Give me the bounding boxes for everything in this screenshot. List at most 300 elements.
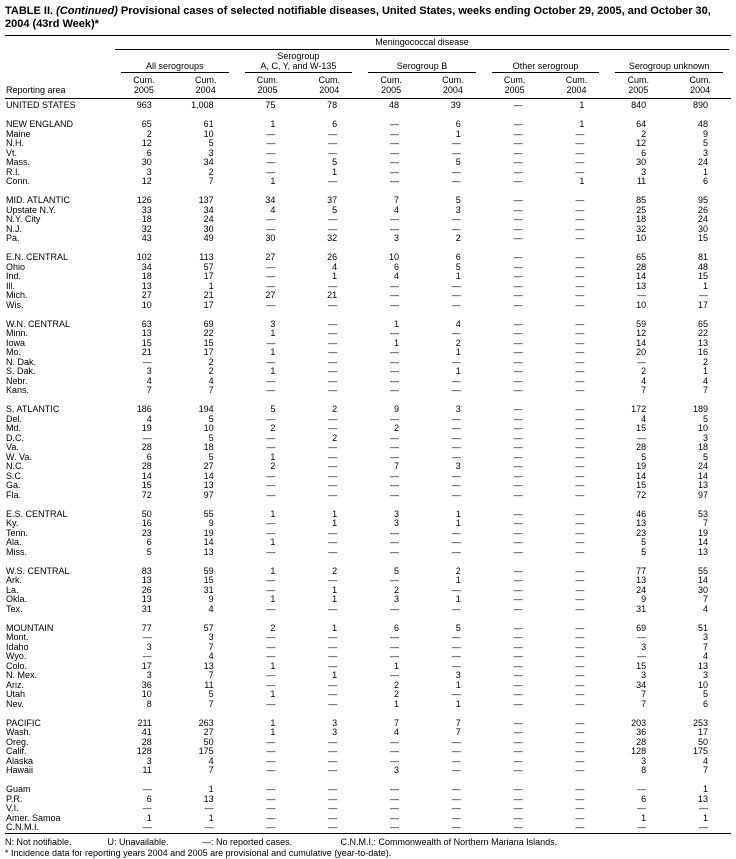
reporting-area-cell: Okla.	[6, 595, 28, 604]
value-cell: —	[513, 471, 523, 481]
reporting-area-cell: Ohio	[6, 262, 26, 272]
reporting-area-cell: Wis.	[6, 300, 24, 310]
table-row	[5, 681, 731, 691]
reporting-area-cell: E.S. CENTRAL	[6, 509, 68, 519]
value-cell: 55	[203, 509, 214, 519]
value-cell: —	[513, 509, 523, 519]
value-cell: 2	[393, 680, 399, 690]
value-cell: 17	[203, 300, 214, 310]
value-cell: —	[328, 538, 338, 547]
value-cell: —	[328, 424, 338, 433]
value-cell: —	[451, 756, 461, 766]
value-cell: 8	[641, 766, 647, 775]
value-cell: —	[575, 690, 585, 699]
value-cell: 65	[636, 253, 647, 262]
value-cell: —	[513, 718, 523, 728]
value-cell: —	[389, 633, 399, 642]
year-column-header: Cum. 2004	[546, 73, 608, 99]
table-row	[5, 234, 731, 244]
value-cell: —	[575, 756, 585, 766]
value-cell: —	[389, 167, 399, 177]
reporting-area-cell: MOUNTAIN	[6, 623, 54, 633]
table-row	[5, 567, 731, 577]
reporting-area-cell: Minn.	[6, 329, 29, 338]
value-cell: —	[451, 139, 461, 148]
spacer-row	[5, 396, 731, 406]
footnote-incidence: * Incidence data for reporting years 2004 and 2005 are provisional and cumulative (year-to-date).	[5, 847, 392, 858]
value-cell: 10	[203, 129, 214, 139]
value-cell: 963	[136, 100, 152, 110]
value-cell: 30	[636, 158, 647, 167]
value-cell: —	[513, 519, 523, 528]
value-cell: 1	[455, 519, 461, 528]
value-cell: 4	[208, 376, 214, 386]
table-row	[5, 386, 731, 396]
value-cell: —	[266, 158, 276, 167]
value-cell: 13	[697, 338, 708, 348]
disease-header-label: Meningococcal disease	[115, 37, 729, 50]
reporting-area-cell: Alaska	[6, 756, 34, 766]
reporting-area-cell: N.J.	[6, 224, 23, 234]
value-cell: 3	[641, 756, 647, 766]
value-cell: 31	[141, 604, 152, 614]
value-cell: 7	[641, 699, 647, 709]
table-row	[5, 139, 731, 149]
reporting-area-cell: N. Mex.	[6, 671, 38, 680]
value-cell: —	[142, 433, 152, 443]
table-row	[5, 519, 731, 529]
value-cell: 25	[636, 205, 647, 215]
value-cell: 13	[636, 519, 647, 528]
value-cell: 18	[697, 443, 708, 452]
value-cell: 63	[141, 319, 152, 329]
year-header-row	[5, 73, 731, 99]
value-cell: 21	[327, 291, 338, 300]
table-row	[5, 358, 731, 368]
table-row	[5, 510, 731, 520]
value-cell: 64	[636, 120, 647, 129]
reporting-area-cell: S. ATLANTIC	[6, 405, 60, 414]
value-cell: 20	[636, 348, 647, 357]
serogroup-column-header: All serogroups	[113, 50, 237, 73]
value-cell: 19	[697, 528, 708, 538]
value-cell: —	[328, 329, 338, 338]
value-cell: —	[513, 129, 523, 139]
value-cell: 3	[641, 642, 647, 652]
title-table-number: TABLE II.	[5, 5, 54, 17]
value-cell: —	[328, 528, 338, 538]
year-column-header: Cum. 2005	[113, 73, 175, 99]
value-cell: —	[575, 462, 585, 471]
value-cell: —	[513, 215, 523, 224]
value-cell: —	[513, 139, 523, 148]
value-cell: 2	[455, 566, 461, 576]
value-cell: 77	[636, 566, 647, 576]
value-cell: —	[513, 623, 523, 633]
value-cell: 15	[203, 338, 214, 348]
value-cell: 113	[199, 253, 214, 262]
value-cell: —	[513, 319, 523, 329]
reporting-area-cell: La.	[6, 585, 19, 595]
value-cell: —	[513, 680, 523, 690]
value-cell: 2	[393, 424, 399, 433]
value-cell: 5	[332, 205, 338, 215]
value-cell: —	[389, 139, 399, 148]
table-row	[5, 595, 731, 605]
value-cell: —	[328, 462, 338, 471]
value-cell: 10	[636, 300, 647, 310]
value-cell: 6	[702, 177, 708, 186]
value-cell: —	[389, 376, 399, 386]
value-cell: —	[575, 291, 585, 300]
value-cell: 3	[393, 234, 399, 243]
serogroup-column-header: Other serogroup	[484, 50, 608, 73]
reporting-area-cell: W.N. CENTRAL	[6, 319, 71, 329]
value-cell: 30	[265, 234, 276, 243]
value-cell: 27	[203, 728, 214, 737]
value-cell: —	[575, 158, 585, 167]
value-cell: —	[451, 737, 461, 747]
value-cell: 4	[641, 376, 647, 386]
value-cell: 5	[641, 538, 647, 547]
table-row	[5, 823, 731, 833]
table-row	[5, 377, 731, 387]
value-cell: 2	[332, 566, 338, 576]
value-cell: 81	[697, 253, 708, 262]
value-cell: 1	[579, 177, 585, 186]
reporting-area-cell: Ariz.	[6, 680, 24, 690]
value-cell: 13	[141, 576, 152, 585]
value-cell: —	[575, 595, 585, 604]
value-cell: 50	[203, 737, 214, 747]
value-cell: 3	[641, 671, 647, 680]
value-cell: —	[513, 148, 523, 158]
value-cell: 41	[141, 728, 152, 737]
value-cell: 1	[270, 367, 276, 376]
value-cell: 13	[697, 794, 708, 804]
value-cell: 4	[702, 756, 708, 766]
table-header	[5, 36, 731, 99]
value-cell: 1	[455, 272, 461, 281]
value-cell: 43	[141, 234, 152, 243]
value-cell: —	[513, 348, 523, 357]
value-cell: 39	[450, 100, 461, 110]
value-cell: —	[266, 699, 276, 709]
reporting-area-cell: Del.	[6, 414, 23, 424]
value-cell: —	[513, 604, 523, 614]
value-cell: —	[389, 329, 399, 338]
value-cell: 102	[136, 253, 152, 262]
value-cell: 6	[332, 120, 338, 129]
value-cell: 27	[203, 462, 214, 471]
table-row	[5, 652, 731, 662]
table-row	[5, 766, 731, 776]
value-cell: —	[328, 633, 338, 642]
value-cell: 17	[697, 300, 708, 310]
value-cell: —	[513, 690, 523, 699]
value-cell: 2	[208, 367, 214, 376]
value-cell: —	[451, 538, 461, 547]
value-cell: —	[513, 386, 523, 395]
value-cell: —	[513, 671, 523, 680]
value-cell: 4	[146, 376, 152, 386]
value-cell: 2	[641, 367, 647, 376]
value-cell: —	[451, 215, 461, 224]
value-cell: 4	[393, 728, 399, 737]
value-cell: —	[266, 300, 276, 310]
value-cell: —	[575, 224, 585, 234]
value-cell: —	[204, 804, 214, 813]
value-cell: —	[513, 272, 523, 281]
value-cell: 5	[208, 433, 214, 443]
value-cell: 14	[636, 471, 647, 481]
value-cell: —	[513, 728, 523, 737]
value-cell: —	[266, 804, 276, 813]
value-cell: 10	[697, 424, 708, 433]
table-row	[5, 605, 731, 615]
value-cell: 10	[636, 234, 647, 243]
value-cell: —	[328, 281, 338, 291]
value-cell: 34	[203, 158, 214, 167]
value-cell: 5	[270, 405, 276, 414]
value-cell: —	[451, 661, 461, 671]
value-cell: —	[451, 690, 461, 699]
value-cell: —	[266, 433, 276, 443]
value-cell: 2	[270, 623, 276, 633]
value-cell: —	[451, 424, 461, 433]
value-cell: 13	[697, 547, 708, 557]
value-cell: —	[389, 158, 399, 167]
value-cell: —	[328, 471, 338, 481]
value-cell: 55	[697, 566, 708, 576]
value-cell: —	[328, 481, 338, 490]
value-cell: 1	[270, 566, 276, 576]
value-cell: —	[266, 481, 276, 490]
value-cell: —	[266, 443, 276, 452]
value-cell: —	[266, 604, 276, 614]
value-cell: —	[513, 642, 523, 652]
value-cell: —	[575, 129, 585, 139]
value-cell: 4	[702, 604, 708, 614]
value-cell: —	[328, 367, 338, 376]
value-cell: —	[575, 205, 585, 215]
value-cell: 28	[141, 737, 152, 747]
value-cell: —	[266, 652, 276, 661]
reporting-area-cell: N.H.	[6, 139, 24, 148]
value-cell: 14	[141, 471, 152, 481]
value-cell: —	[389, 177, 399, 186]
value-cell: 14	[636, 272, 647, 281]
value-cell: 4	[702, 376, 708, 386]
value-cell: 15	[636, 661, 647, 671]
reporting-area-cell: Vt.	[6, 148, 18, 158]
value-cell: —	[328, 357, 338, 367]
value-cell: —	[328, 690, 338, 699]
spacer-row	[5, 187, 731, 197]
value-cell: —	[389, 471, 399, 481]
table-row	[5, 99, 731, 111]
value-cell: —	[389, 804, 399, 813]
spacer-row	[5, 310, 731, 320]
value-cell: 5	[455, 623, 461, 633]
value-cell: —	[575, 262, 585, 272]
value-cell: —	[451, 177, 461, 186]
value-cell: 77	[141, 623, 152, 633]
table-row	[5, 491, 731, 501]
value-cell: 1	[270, 718, 276, 728]
value-cell: 15	[697, 234, 708, 243]
value-cell: —	[328, 386, 338, 395]
value-cell: 4	[455, 319, 461, 329]
spacer-row	[5, 557, 731, 567]
value-cell: 69	[203, 319, 214, 329]
value-cell: 1	[332, 519, 338, 528]
value-cell: —	[513, 291, 523, 300]
value-cell: 7	[702, 386, 708, 395]
value-cell: —	[451, 300, 461, 310]
value-cell: 1	[393, 338, 399, 348]
table-row	[5, 472, 731, 482]
value-cell: —	[513, 804, 523, 813]
value-cell: 17	[203, 272, 214, 281]
value-cell: —	[389, 452, 399, 462]
value-cell: 1	[579, 100, 585, 110]
reporting-area-cell: Mo.	[6, 348, 22, 357]
value-cell: 57	[203, 262, 214, 272]
value-cell: —	[389, 215, 399, 224]
value-cell: —	[328, 300, 338, 310]
value-cell: —	[266, 519, 276, 528]
value-cell: 6	[702, 699, 708, 709]
value-cell: —	[575, 823, 585, 832]
value-cell: 2	[270, 462, 276, 471]
value-cell: —	[451, 357, 461, 367]
value-cell: —	[513, 405, 523, 414]
value-cell: 1	[208, 813, 214, 823]
value-cell: —	[451, 471, 461, 481]
reporting-area-cell: Va.	[6, 443, 19, 452]
value-cell: 3	[702, 148, 708, 158]
value-cell: —	[328, 794, 338, 804]
serogroup-header-row	[5, 50, 731, 73]
value-cell: 97	[203, 490, 214, 500]
reporting-area-cell: N.Y. City	[6, 215, 41, 224]
value-cell: —	[328, 452, 338, 462]
value-cell: —	[637, 652, 647, 661]
table-row	[5, 263, 731, 273]
value-cell: 16	[141, 519, 152, 528]
value-cell: —	[575, 604, 585, 614]
table-row	[5, 633, 731, 643]
table-row	[5, 415, 731, 425]
spacer-row	[5, 776, 731, 786]
value-cell: 5	[455, 196, 461, 205]
year-column-header: Cum. 2004	[669, 73, 731, 99]
value-cell: —	[513, 338, 523, 348]
value-cell: 253	[692, 718, 708, 728]
table-row	[5, 339, 731, 349]
value-cell: 57	[203, 623, 214, 633]
value-cell: 9	[702, 129, 708, 139]
value-cell: 3	[393, 519, 399, 528]
value-cell: —	[575, 699, 585, 709]
reporting-area-cell: Oreg.	[6, 737, 29, 747]
value-cell: —	[389, 747, 399, 756]
value-cell: 26	[697, 205, 708, 215]
value-cell: 15	[636, 424, 647, 433]
value-cell: —	[266, 576, 276, 585]
value-cell: —	[637, 357, 647, 367]
value-cell: 31	[636, 604, 647, 614]
value-cell: 9	[208, 519, 214, 528]
value-cell: 3	[702, 433, 708, 443]
table-row	[5, 728, 731, 738]
value-cell: 5	[208, 139, 214, 148]
value-cell: —	[513, 433, 523, 443]
table-row	[5, 643, 731, 653]
value-cell: 7	[393, 196, 399, 205]
value-cell: 2	[393, 690, 399, 699]
value-cell: 1	[455, 699, 461, 709]
value-cell: 83	[141, 566, 152, 576]
table-row	[5, 130, 731, 140]
value-cell: 2	[393, 585, 399, 595]
reporting-area-cell: Ind.	[6, 272, 22, 281]
value-cell: —	[451, 813, 461, 823]
table-row	[5, 757, 731, 767]
value-cell: 13	[697, 661, 708, 671]
value-cell: 75	[265, 100, 276, 110]
value-cell: 6	[641, 794, 647, 804]
value-cell: 1	[393, 699, 399, 709]
value-cell: 13	[636, 281, 647, 291]
year-column-header: Cum. 2004	[175, 73, 237, 99]
value-cell: 7	[641, 690, 647, 699]
reporting-area-cell: Nev.	[6, 699, 24, 709]
value-cell: —	[328, 148, 338, 158]
value-cell: 12	[141, 177, 152, 186]
value-cell: 9	[208, 595, 214, 604]
value-cell: 1	[270, 452, 276, 462]
value-cell: —	[575, 633, 585, 642]
value-cell: 5	[332, 158, 338, 167]
year-column-header: Cum. 2004	[298, 73, 360, 99]
value-cell: —	[266, 585, 276, 595]
value-cell: 1	[270, 329, 276, 338]
value-cell: —	[513, 747, 523, 756]
value-cell: 137	[198, 196, 214, 205]
value-cell: —	[575, 167, 585, 177]
spacer-row	[5, 709, 731, 719]
value-cell: —	[328, 224, 338, 234]
value-cell: 7	[393, 718, 399, 728]
value-cell: —	[575, 234, 585, 243]
value-cell: 59	[636, 319, 647, 329]
reporting-area-cell: N. Dak.	[6, 357, 37, 367]
value-cell: —	[266, 148, 276, 158]
reporting-area-cell: E.N. CENTRAL	[6, 253, 69, 262]
value-cell: —	[575, 747, 585, 756]
value-cell: —	[266, 737, 276, 747]
value-cell: —	[389, 414, 399, 424]
value-cell: —	[513, 167, 523, 177]
value-cell: —	[637, 433, 647, 443]
value-cell: 26	[327, 253, 338, 262]
value-cell: —	[389, 547, 399, 557]
value-cell: 7	[702, 642, 708, 652]
reporting-area-cell: Iowa	[6, 338, 26, 348]
value-cell: 10	[141, 300, 152, 310]
